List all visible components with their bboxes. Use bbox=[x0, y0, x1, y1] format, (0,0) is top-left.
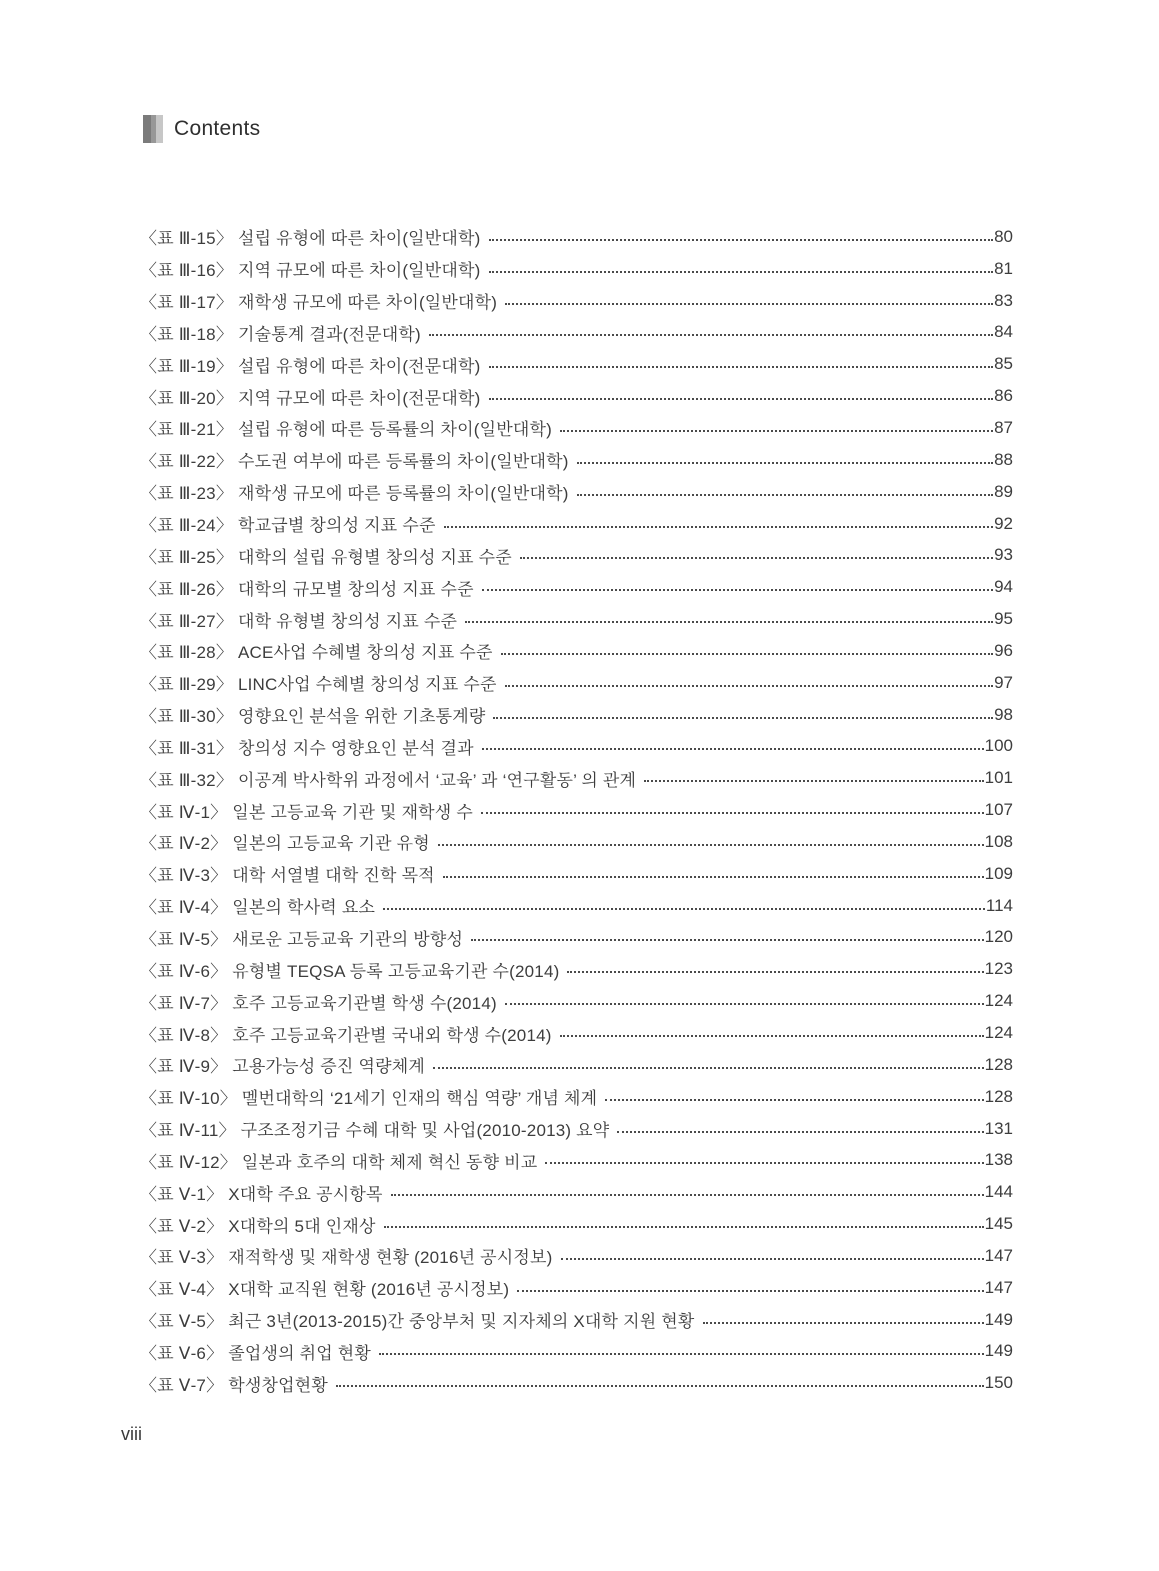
toc-entry bbox=[140, 667, 1013, 699]
toc-entry-page: 124 bbox=[984, 1023, 1013, 1043]
toc-entry bbox=[140, 476, 1013, 508]
folio-page-number: viii bbox=[121, 1424, 142, 1444]
toc-entry-label: 〈표 Ⅳ-4〉 일본의 학사력 요소 bbox=[140, 898, 376, 918]
toc-entry-label: 〈표 Ⅲ-15〉 설립 유형에 따른 차이(일반대학) bbox=[140, 229, 481, 249]
toc-entry-label: 〈표 Ⅲ-31〉 창의성 지수 영향요인 분석 결과 bbox=[140, 738, 474, 758]
toc-entry bbox=[140, 1367, 1013, 1399]
dotted-leader bbox=[443, 876, 984, 878]
toc-entry bbox=[140, 317, 1013, 349]
toc-entry-page: 86 bbox=[994, 386, 1013, 406]
toc-entry-label: 〈표 Ⅳ-7〉 호주 고등교육기관별 학생 수(2014) bbox=[140, 993, 497, 1013]
toc-entry bbox=[140, 285, 1013, 317]
toc-entry bbox=[140, 1336, 1013, 1368]
toc-entry bbox=[140, 221, 1013, 253]
toc-entry-label: 〈표 Ⅲ-22〉 수도권 여부에 따른 등록률의 차이(일반대학) bbox=[140, 452, 569, 472]
toc-entry-page: 123 bbox=[984, 959, 1013, 979]
icon-bar-dark bbox=[143, 115, 151, 143]
toc-entry-page: 85 bbox=[994, 354, 1013, 374]
toc-entry bbox=[140, 699, 1013, 731]
dotted-leader bbox=[489, 398, 994, 400]
toc-entry-page: 88 bbox=[994, 449, 1013, 469]
toc-entry-label: 〈표 Ⅳ-6〉 유형별 TEQSA 등록 고등교육기관 수(2014) bbox=[140, 961, 560, 981]
dotted-leader bbox=[489, 239, 994, 241]
toc-entry-label: 〈표 Ⅲ-27〉 대학 유형별 창의성 지표 수준 bbox=[140, 611, 458, 631]
toc-entry-label: 〈표 Ⅲ-23〉 재학생 규모에 따른 등록률의 차이(일반대학) bbox=[140, 484, 569, 504]
toc-entry bbox=[140, 985, 1013, 1017]
toc-entry-page: 83 bbox=[994, 290, 1013, 310]
toc-entry-label: 〈표 Ⅲ-16〉 지역 규모에 따른 차이(일반대학) bbox=[140, 261, 481, 281]
toc-entry-page: 87 bbox=[994, 417, 1013, 437]
toc-entry-label: 〈표 Ⅴ-3〉 재적학생 및 재학생 현황 (2016년 공시정보) bbox=[140, 1248, 553, 1268]
toc-entry-page: 138 bbox=[984, 1150, 1013, 1170]
dotted-leader bbox=[482, 589, 993, 591]
toc-entry-page: 128 bbox=[984, 1054, 1013, 1074]
toc-entry-page: 149 bbox=[984, 1309, 1013, 1329]
toc-entry bbox=[140, 953, 1013, 985]
toc-entry-page: 149 bbox=[984, 1341, 1013, 1361]
toc-list bbox=[140, 221, 1013, 1399]
dotted-leader bbox=[560, 430, 993, 432]
toc-entry bbox=[140, 1208, 1013, 1240]
toc-entry bbox=[140, 922, 1013, 954]
dotted-leader bbox=[517, 1290, 983, 1292]
toc-entry-label: 〈표 Ⅴ-5〉 최근 3년(2013-2015)간 중앙부처 및 지자체의 X대학 지원 현황 bbox=[140, 1312, 695, 1332]
toc-entry-label: 〈표 Ⅲ-20〉 지역 규모에 따른 차이(전문대학) bbox=[140, 388, 481, 408]
toc-entry bbox=[140, 444, 1013, 476]
toc-entry bbox=[140, 1304, 1013, 1336]
dotted-leader bbox=[703, 1322, 984, 1324]
toc-entry-page: 147 bbox=[984, 1277, 1013, 1297]
toc-entry-page: 120 bbox=[984, 927, 1013, 947]
dotted-leader bbox=[567, 971, 983, 973]
toc-entry bbox=[140, 826, 1013, 858]
dotted-leader bbox=[465, 621, 993, 623]
toc-entry-label: 〈표 Ⅳ-11〉 구조조정기금 수혜 대학 및 사업(2010-2013) 요약 bbox=[140, 1121, 610, 1141]
toc-entry bbox=[140, 1176, 1013, 1208]
dotted-leader bbox=[617, 1131, 983, 1133]
toc-entry-page: 94 bbox=[994, 577, 1013, 597]
toc-entry-label: 〈표 Ⅲ-21〉 설립 유형에 따른 등록률의 차이(일반대학) bbox=[140, 420, 552, 440]
toc-entry-page: 93 bbox=[994, 545, 1013, 565]
dotted-leader bbox=[493, 717, 993, 719]
toc-entry-page: 101 bbox=[984, 768, 1013, 788]
dotted-leader bbox=[379, 1353, 984, 1355]
dotted-leader bbox=[545, 1162, 983, 1164]
toc-entry-page: 95 bbox=[994, 609, 1013, 629]
dotted-leader bbox=[444, 526, 994, 528]
toc-entry-page: 147 bbox=[984, 1245, 1013, 1265]
toc-entry-page: 128 bbox=[984, 1086, 1013, 1106]
toc-entry-page: 96 bbox=[994, 640, 1013, 660]
dotted-leader bbox=[489, 271, 994, 273]
dotted-leader bbox=[384, 1226, 984, 1228]
toc-entry-page: 100 bbox=[984, 736, 1013, 756]
dotted-leader bbox=[520, 557, 993, 559]
toc-entry-label: 〈표 Ⅲ-30〉 영향요인 분석을 위한 기초통계량 bbox=[140, 707, 486, 727]
toc-entry bbox=[140, 1113, 1013, 1145]
toc-entry bbox=[140, 1144, 1013, 1176]
dotted-leader bbox=[605, 1099, 983, 1101]
dotted-leader bbox=[501, 653, 993, 655]
toc-entry-label: 〈표 Ⅲ-29〉 LINC사업 수혜별 창의성 지표 수준 bbox=[140, 675, 497, 695]
toc-entry bbox=[140, 1272, 1013, 1304]
toc-entry bbox=[140, 762, 1013, 794]
toc-entry-page: 84 bbox=[994, 322, 1013, 342]
toc-entry-label: 〈표 Ⅴ-1〉 X대학 주요 공시항목 bbox=[140, 1184, 383, 1204]
toc-entry bbox=[140, 412, 1013, 444]
contents-header bbox=[143, 115, 260, 143]
toc-entry bbox=[140, 253, 1013, 285]
toc-entry-label: 〈표 Ⅴ-6〉 졸업생의 취업 현황 bbox=[140, 1343, 372, 1363]
toc-entry-page: 114 bbox=[985, 895, 1013, 915]
dotted-leader bbox=[577, 494, 994, 496]
toc-entry-label: 〈표 Ⅲ-32〉 이공계 박사학위 과정에서 ‘교육’ 과 ‘연구활동’ 의 관계 bbox=[140, 770, 637, 790]
toc-entry-page: 108 bbox=[984, 831, 1013, 851]
toc-entry bbox=[140, 380, 1013, 412]
page-title: Contents bbox=[174, 117, 261, 140]
toc-entry-label: 〈표 Ⅳ-3〉 대학 서열별 대학 진학 목적 bbox=[140, 866, 435, 886]
toc-entry-label: 〈표 Ⅳ-2〉 일본의 고등교육 기관 유형 bbox=[140, 834, 430, 854]
toc-entry-page: 80 bbox=[994, 226, 1013, 246]
dotted-leader bbox=[505, 1003, 984, 1005]
toc-entry-label: 〈표 Ⅳ-5〉 새로운 고등교육 기관의 방향성 bbox=[140, 929, 464, 949]
toc-entry-page: 97 bbox=[994, 672, 1013, 692]
toc-entry-label: 〈표 Ⅲ-28〉 ACE사업 수혜별 창의성 지표 수준 bbox=[140, 643, 493, 663]
toc-entry-label: 〈표 Ⅲ-17〉 재학생 규모에 따른 차이(일반대학) bbox=[140, 293, 498, 313]
toc-entry bbox=[140, 348, 1013, 380]
toc-entry bbox=[140, 890, 1013, 922]
contents-bullet-icon bbox=[143, 115, 163, 143]
toc-entry-page: 144 bbox=[984, 1182, 1013, 1202]
dotted-leader bbox=[471, 939, 983, 941]
toc-entry bbox=[140, 794, 1013, 826]
toc-entry bbox=[140, 1081, 1013, 1113]
toc-entry-label: 〈표 Ⅳ-9〉 고용가능성 증진 역량체계 bbox=[140, 1057, 425, 1077]
dotted-leader bbox=[429, 334, 993, 336]
dotted-leader bbox=[561, 1258, 984, 1260]
toc-entry bbox=[140, 635, 1013, 667]
dotted-leader bbox=[336, 1385, 984, 1387]
toc-entry-page: 92 bbox=[994, 513, 1013, 533]
toc-entry bbox=[140, 1049, 1013, 1081]
toc-entry bbox=[140, 603, 1013, 635]
toc-entry bbox=[140, 1017, 1013, 1049]
toc-entry-label: 〈표 Ⅲ-19〉 설립 유형에 따른 차이(전문대학) bbox=[140, 356, 481, 376]
dotted-leader bbox=[383, 908, 985, 910]
toc-entry bbox=[140, 508, 1013, 540]
toc-entry-label: 〈표 Ⅳ-10〉 멜번대학의 ‘21세기 인재의 핵심 역량’ 개념 체계 bbox=[140, 1089, 598, 1109]
toc-entry-page: 107 bbox=[984, 800, 1013, 820]
toc-entry-page: 124 bbox=[984, 991, 1013, 1011]
toc-entry bbox=[140, 731, 1013, 763]
toc-entry-page: 98 bbox=[994, 704, 1013, 724]
dotted-leader bbox=[644, 780, 983, 782]
toc-entry bbox=[140, 1240, 1013, 1272]
toc-entry-page: 131 bbox=[984, 1118, 1013, 1138]
toc-entry-label: 〈표 Ⅳ-1〉 일본 고등교육 기관 및 재학생 수 bbox=[140, 802, 473, 822]
icon-bar-light bbox=[156, 115, 163, 143]
dotted-leader bbox=[577, 462, 994, 464]
toc-entry-page: 109 bbox=[984, 863, 1013, 883]
toc-entry-label: 〈표 Ⅲ-25〉 대학의 설립 유형별 창의성 지표 수준 bbox=[140, 547, 512, 567]
toc-entry-label: 〈표 Ⅳ-8〉 호주 고등교육기관별 국내외 학생 수(2014) bbox=[140, 1025, 552, 1045]
dotted-leader bbox=[433, 1067, 984, 1069]
toc-entry-label: 〈표 Ⅴ-4〉 X대학 교직원 현황 (2016년 공시정보) bbox=[140, 1280, 510, 1300]
dotted-leader bbox=[489, 366, 994, 368]
toc-entry-label: 〈표 Ⅴ-2〉 X대학의 5대 인재상 bbox=[140, 1216, 376, 1236]
dotted-leader bbox=[560, 1035, 984, 1037]
toc-entry-label: 〈표 Ⅲ-24〉 학교급별 창의성 지표 수준 bbox=[140, 516, 436, 536]
toc-entry bbox=[140, 858, 1013, 890]
dotted-leader bbox=[482, 748, 984, 750]
toc-entry-label: 〈표 Ⅲ-26〉 대학의 규모별 창의성 지표 수준 bbox=[140, 579, 474, 599]
toc-entry-page: 89 bbox=[994, 481, 1013, 501]
dotted-leader bbox=[391, 1194, 984, 1196]
toc-entry-label: 〈표 Ⅲ-18〉 기술통계 결과(전문대학) bbox=[140, 324, 421, 344]
toc-entry bbox=[140, 539, 1013, 571]
toc-entry-page: 145 bbox=[984, 1214, 1013, 1234]
dotted-leader bbox=[438, 844, 984, 846]
toc-entry bbox=[140, 571, 1013, 603]
toc-entry-page: 150 bbox=[984, 1373, 1013, 1393]
toc-entry-label: 〈표 Ⅳ-12〉 일본과 호주의 대학 체제 혁신 동향 비교 bbox=[140, 1152, 538, 1172]
toc-entry-page: 81 bbox=[994, 258, 1013, 278]
dotted-leader bbox=[481, 812, 984, 814]
dotted-leader bbox=[505, 685, 993, 687]
dotted-leader bbox=[505, 303, 993, 305]
toc-entry-label: 〈표 Ⅴ-7〉 학생창업현황 bbox=[140, 1375, 328, 1395]
